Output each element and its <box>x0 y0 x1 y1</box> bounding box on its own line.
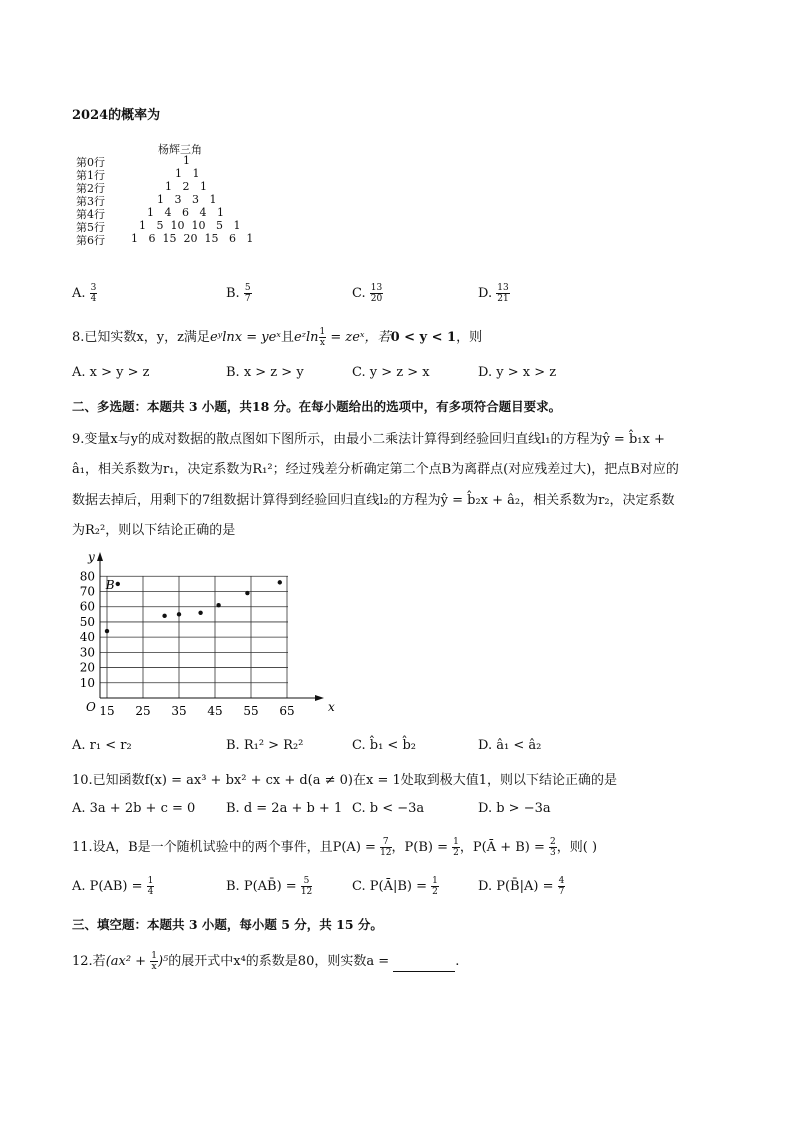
y-tick-label: 20 <box>79 660 95 675</box>
q8-eq2b: = zeˣ，若 <box>326 330 391 345</box>
triangle-row-numbers: 1 6 15 20 15 6 1 <box>131 232 254 245</box>
q7-option-frac: $\frac{13}{20}$ <box>370 283 383 304</box>
y-tick-label: 80 <box>79 569 95 584</box>
option-c: C. b < −3a <box>352 801 425 816</box>
q11-option-b: B. P(AB̄) = $\frac{5}{12}$ <box>226 876 313 897</box>
option-d: D. b > −3a <box>478 801 551 816</box>
q12-stem: 12.若(ax² + $\frac{1}{x}$ )⁵的展开式中x⁴的系数是80，则实数a = . <box>72 951 460 972</box>
option-b: B. x > z > y <box>226 365 304 380</box>
q11-option-frac: $\frac{1}{2}$ <box>432 876 438 897</box>
q8-eq1: eʸlnx = yeˣ <box>209 330 281 345</box>
q7-option-frac: $\frac{3}{4}$ <box>90 283 97 304</box>
triangle-row-numbers: 1 <box>183 154 190 167</box>
triangle-row-label: 第2行 <box>76 182 105 195</box>
point-b-label: B <box>105 577 115 592</box>
q11-pa-frac: $\frac{7}{12}$ <box>380 837 392 858</box>
y-tick-label: 40 <box>79 630 95 645</box>
y-tick-label: 60 <box>79 599 95 614</box>
option-b: B. d = 2a + b + 1 <box>226 801 343 816</box>
option-a: A. r₁ < r₂ <box>72 738 132 753</box>
q7-option-frac: $\frac{5}{7}$ <box>244 283 251 304</box>
y-tick-label: 50 <box>79 614 95 629</box>
q11-option-a: A. P(AB) = $\frac{1}{4}$ <box>72 876 154 897</box>
q11-stem: 11.设A，B是一个随机试验中的两个事件，且P(A) = $\frac{7}{12}$ ，P(B) = $\frac{1}{2}$ ，P(Ā + B) = $\frac{2}{3}$ ，则( ) <box>72 837 598 858</box>
y-tick-label: 30 <box>79 645 95 660</box>
x-tick-label: 15 <box>99 704 115 718</box>
q7-option-frac: $\frac{13}{21}$ <box>497 283 509 304</box>
triangle-row-label: 第6行 <box>76 234 105 247</box>
q11-option-c: C. P(Ā|B) = $\frac{1}{2}$ <box>352 876 438 897</box>
x-axis-label: x <box>328 700 335 714</box>
option-d: D. y > x > z <box>478 365 557 380</box>
data-point <box>116 582 120 586</box>
q7-tail-text: 2024的概率为 <box>72 108 161 123</box>
x-tick-label: 35 <box>171 704 187 718</box>
q11-option-d: D. P(B̄|A) = $\frac{4}{7}$ <box>478 876 565 897</box>
option-d: D. â₁ < â₂ <box>478 738 542 753</box>
q8-mid: 且 <box>280 330 294 345</box>
q8-eq2-frac: $\frac{1}{x}$ <box>319 327 326 348</box>
triangle-row-label: 第3行 <box>76 195 105 208</box>
scatter-chart <box>70 548 335 723</box>
q12-answer-blank[interactable] <box>393 959 455 972</box>
q7-option-a: A. $\frac{3}{4}$ <box>72 283 97 304</box>
data-point <box>216 603 220 607</box>
q11-option-frac: $\frac{5}{12}$ <box>300 876 313 897</box>
q12-expr-b: )⁵ <box>157 954 169 969</box>
q12-expr-a: (ax² + <box>105 954 151 969</box>
triangle-row-label: 第0行 <box>76 156 105 169</box>
data-point <box>162 614 166 618</box>
triangle-row-label: 第5行 <box>76 221 105 234</box>
triangle-row-label: 第4行 <box>76 208 105 221</box>
q9-line1: 9.变量x与y的成对数据的散点图如下图所示，由最小二乘法计算得到经验回归直线l₁的方程为ŷ = b̂₁x + <box>72 432 665 447</box>
triangle-row-numbers: 1 5 10 10 5 1 <box>139 219 241 232</box>
q8-suffix: ，则 <box>456 330 483 345</box>
data-point <box>198 611 202 615</box>
section2-heading: 二、多选题：本题共 3 小题，共18 分。在每小题给出的选项中，有多项符合题目要求。 <box>72 399 562 414</box>
q11-pc-frac: $\frac{2}{3}$ <box>550 837 556 858</box>
x-axis-arrow <box>315 695 324 701</box>
x-tick-label: 65 <box>279 704 295 718</box>
q8-prefix: 8.已知实数x，y，z满足 <box>72 330 210 345</box>
y-axis-arrow <box>97 552 103 561</box>
x-tick-label: 45 <box>207 704 223 718</box>
data-point <box>105 629 109 633</box>
q11-pb-frac: $\frac{1}{2}$ <box>453 837 459 858</box>
x-tick-label: 25 <box>135 704 151 718</box>
triangle-row-numbers: 1 1 <box>175 167 200 180</box>
q7-option-c: C. $\frac{13}{20}$ <box>352 283 383 304</box>
option-a: A. 3a + 2b + c = 0 <box>72 801 196 816</box>
y-tick-label: 70 <box>79 584 95 599</box>
option-c: C. b̂₁ < b̂₂ <box>352 738 416 753</box>
q10-stem: 10.已知函数f(x) = ax³ + bx² + cx + d(a ≠ 0)在x = 1处取到极大值1，则以下结论正确的是 <box>72 773 618 788</box>
q7-option-d: D. $\frac{13}{21}$ <box>478 283 509 304</box>
triangle-row-numbers: 1 3 3 1 <box>157 193 217 206</box>
section3-heading: 三、填空题：本题共 3 小题，每小题 5 分，共 15 分。 <box>72 917 383 932</box>
q9-line2: â₁，相关系数为r₁，决定系数为R₁²；经过残差分析确定第二个点B为离群点(对应残差过大)，把点B对应的 <box>72 462 679 477</box>
origin-label: O <box>86 700 96 714</box>
q8-stem <box>72 326 482 348</box>
q11-option-frac: $\frac{1}{4}$ <box>147 876 154 897</box>
option-a: A. x > y > z <box>72 365 150 380</box>
triangle-title: 杨辉三角 <box>158 143 202 156</box>
q9-line3: 数据去掉后，用剩下的7组数据计算得到经验回归直线l₂的方程为ŷ = b̂₂x + â₂，相关系数为r₂，决定系数 <box>72 493 675 508</box>
triangle-row-numbers: 1 4 6 4 1 <box>147 206 224 219</box>
data-point <box>245 591 249 595</box>
option-c: C. y > z > x <box>352 365 430 380</box>
y-axis-label: y <box>88 550 95 564</box>
data-point <box>278 580 282 584</box>
q11-option-frac: $\frac{4}{7}$ <box>558 876 565 897</box>
triangle-row-label: 第1行 <box>76 169 105 182</box>
q12-frac: $\frac{1}{x}$ <box>151 951 157 972</box>
triangle-row-numbers: 1 2 1 <box>165 180 207 193</box>
data-point <box>177 612 181 616</box>
q8-cond: 0 < y < 1 <box>390 330 457 345</box>
q8-eq2a: eᶻln <box>293 330 319 345</box>
option-b: B. R₁² > R₂² <box>226 738 304 753</box>
q7-option-b: B. $\frac{5}{7}$ <box>226 283 251 304</box>
x-tick-label: 55 <box>243 704 259 718</box>
q9-line4: 为R₂²，则以下结论正确的是 <box>72 523 236 538</box>
y-tick-label: 10 <box>79 675 95 690</box>
